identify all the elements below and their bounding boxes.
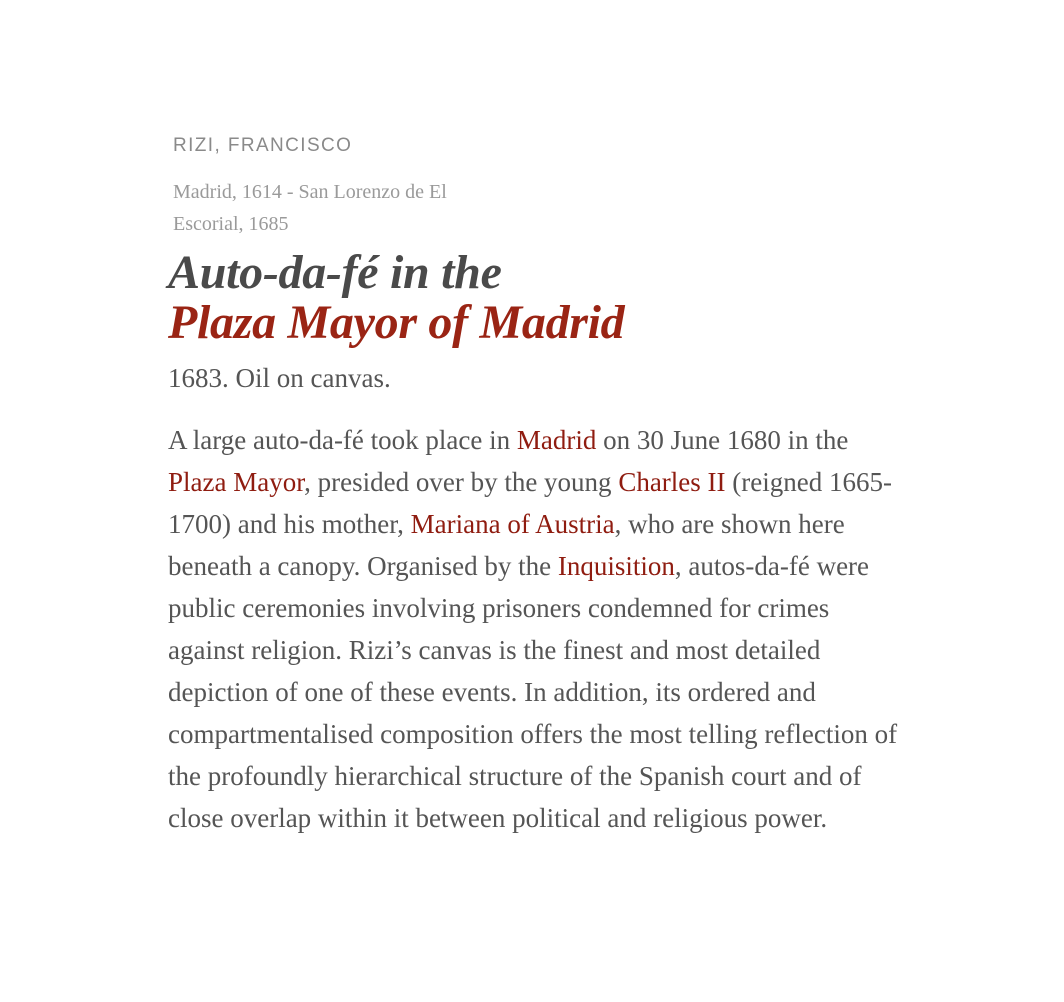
description-text: , presided over by the young [304, 467, 619, 497]
description-text: (reigned 1665-1700) and his mother, [168, 467, 892, 539]
artwork-description [168, 419, 908, 839]
link-plaza-mayor[interactable]: Plaza Mayor [168, 467, 305, 497]
description-text: , who are shown here beneath a canopy. Organised by the [168, 509, 845, 581]
link-madrid[interactable]: Madrid [516, 425, 597, 455]
artwork-title-line2: Plaza Mayor of Madrid [168, 296, 625, 349]
artist-name: RIZI, FRANCISCO [173, 135, 353, 156]
description-text: , autos-da-fé were public ceremonies involving prisoners condemned for crimes against religion. Rizi’s canvas is the finest and most detailed depiction of one of these events. In addition, its ordered and compartmentalised composition offers the most telling reflection of the profoundly hierarchical structure of the Spanish court and of close overlap within it between political and religious power. [168, 551, 898, 833]
description-text: on 30 June 1680 in the [596, 425, 849, 455]
description-text: A large auto-da-fé took place in [168, 425, 517, 455]
artwork-title-line1: Auto-da-fé in the [168, 246, 502, 299]
link-charles-ii[interactable]: Charles II [618, 467, 726, 497]
link-inquisition[interactable]: Inquisition [557, 551, 675, 581]
artwork-date-medium: 1683. Oil on canvas. [168, 363, 391, 393]
link-mariana-of-austria[interactable]: Mariana of Austria [410, 509, 615, 539]
artwork-title [168, 248, 928, 348]
artist-life-dates: Madrid, 1614 - San Lorenzo de El Escorial, 1685 [173, 181, 447, 235]
artwork-card [168, 130, 928, 839]
